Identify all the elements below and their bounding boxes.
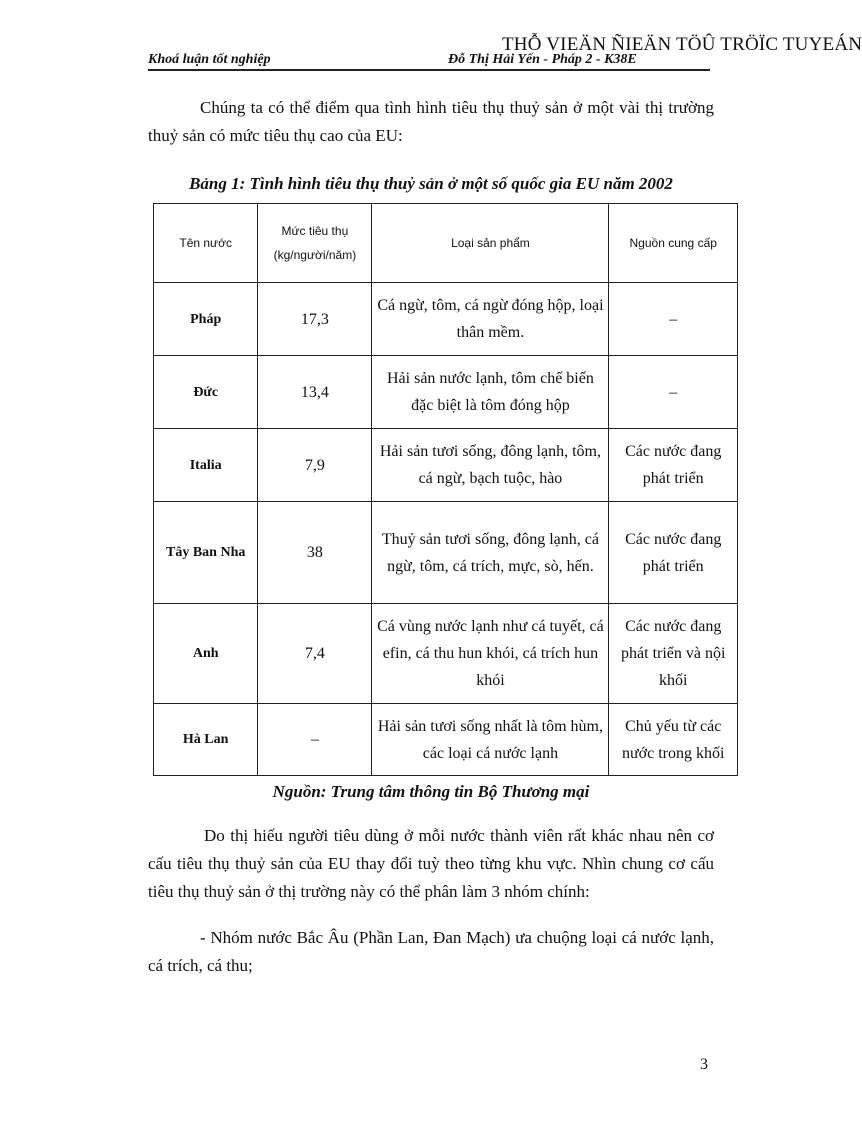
cell-source: Các nước đang phát triển [609, 429, 738, 502]
header-consumption [258, 204, 372, 283]
cell-country: Đức [154, 356, 258, 429]
header-thesis-title: Khoá luận tốt nghiệp [148, 52, 271, 67]
cell-country: Italia [154, 429, 258, 502]
header-consumption-line2: (kg/người/năm) [273, 248, 357, 262]
cell-country: Hà Lan [154, 704, 258, 776]
cell-product: Cá ngừ, tôm, cá ngừ đóng hộp, loại thân mềm. [372, 283, 609, 356]
header-rule [148, 69, 710, 71]
table-source-note: Nguồn: Trung tâm thông tin Bộ Thương mại [272, 782, 590, 801]
header-author: Đỗ Thị Hải Yến - Pháp 2 - K38E [448, 52, 637, 67]
cell-country: Anh [154, 604, 258, 704]
table-header-row [154, 204, 738, 283]
cell-source: Các nước đang phát triển và nội khối [609, 604, 738, 704]
cell-source: – [609, 283, 738, 356]
cell-consumption: 13,4 [258, 356, 372, 429]
cell-consumption: – [258, 704, 372, 776]
cell-product: Cá vùng nước lạnh như cá tuyết, cá efin, cá thu hun khói, cá trích hun khói [372, 604, 609, 704]
header-source: Nguồn cung cấp [609, 204, 738, 283]
cell-source: Các nước đang phát triển [609, 502, 738, 604]
cell-source: – [609, 356, 738, 429]
cell-consumption: 7,9 [258, 429, 372, 502]
table-row [154, 283, 738, 356]
header-country: Tên nước [154, 204, 258, 283]
table-row [154, 356, 738, 429]
header-consumption-line1: Mức tiêu thụ [281, 224, 349, 238]
cell-source: Chủ yếu từ các nước trong khối [609, 704, 738, 776]
cell-consumption: 38 [258, 502, 372, 604]
cell-product: Hải sản tươi sống nhất là tôm hùm, các loại cá nước lạnh [372, 704, 609, 776]
page-number: 3 [700, 1056, 708, 1073]
header-product: Loại sản phẩm [372, 204, 609, 283]
cell-country: Pháp [154, 283, 258, 356]
consumption-table [153, 203, 738, 776]
cell-product: Hải sản tươi sống, đông lạnh, tôm, cá ngừ, bạch tuộc, hào [372, 429, 609, 502]
table-row [154, 604, 738, 704]
cell-country: Tây Ban Nha [154, 502, 258, 604]
intro-paragraph: Chúng ta có thể điểm qua tình hình tiêu thụ thuỷ sản ở một vài thị trường thuỷ sản có mức tiêu thụ cao của EU: [148, 98, 714, 145]
cell-consumption: 7,4 [258, 604, 372, 704]
table-row [154, 502, 738, 604]
watermark-text: THỖ VIEÄN ÑIEÄN TÖÛ TRÖÏC TUYEÁN [502, 34, 862, 55]
table-row [154, 704, 738, 776]
body-paragraph-1: Do thị hiếu người tiêu dùng ở mỗi nước thành viên rất khác nhau nên cơ cấu tiêu thụ thuỷ sản của EU thay đổi tuỳ theo từng khu vực. Nhìn chung cơ cấu tiêu thụ thuỷ sản ở thị trường này có thể phân làm 3 nhóm chính: [148, 826, 714, 901]
cell-product: Thuỷ sản tươi sống, đông lạnh, cá ngừ, tôm, cá trích, mực, sò, hến. [372, 502, 609, 604]
cell-consumption: 17,3 [258, 283, 372, 356]
table-caption: Bảng 1: Tình hình tiêu thụ thuỷ sản ở một số quốc gia EU năm 2002 [189, 174, 673, 193]
cell-product: Hải sản nước lạnh, tôm chế biến đặc biệt là tôm đóng hộp [372, 356, 609, 429]
body-paragraph-2: - Nhóm nước Bắc Âu (Phần Lan, Đan Mạch) ưa chuộng loại cá nước lạnh, cá trích, cá thu; [148, 928, 714, 975]
table-row [154, 429, 738, 502]
